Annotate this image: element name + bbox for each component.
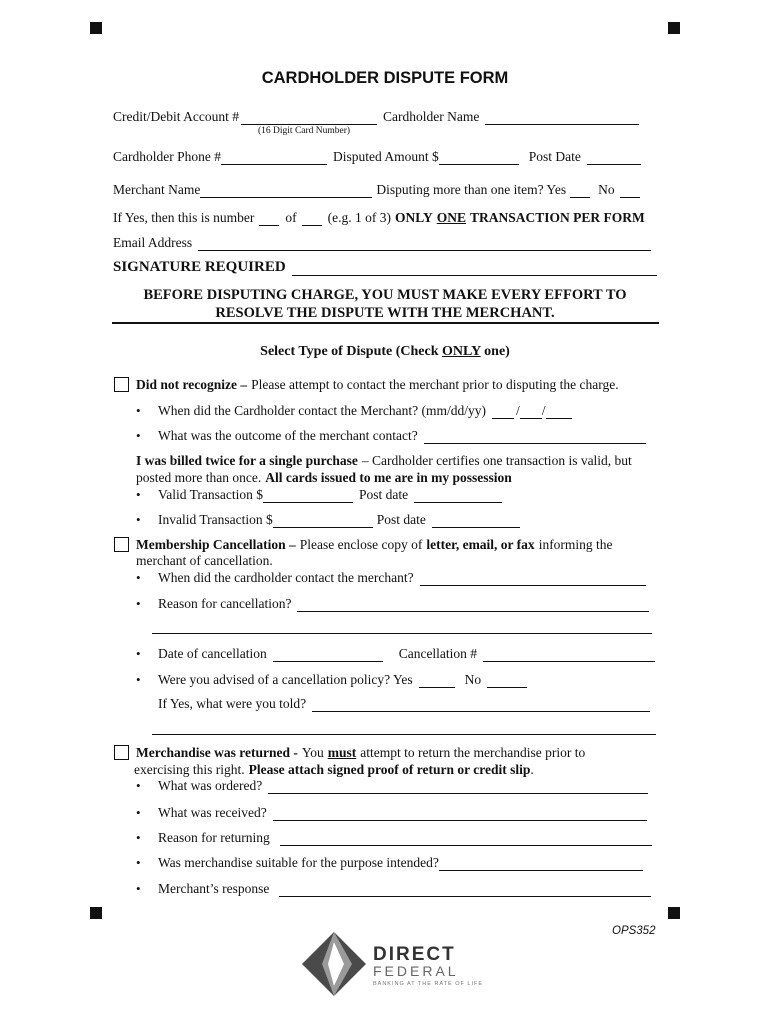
membership-text-1: Please enclose copy of [299, 537, 423, 552]
returned-text-2: exercising this right. [134, 762, 245, 777]
contact-outcome-question: What was the outcome of the merchant contact? [158, 428, 418, 443]
valid-transaction-amount-field[interactable] [263, 490, 353, 503]
disputed-amount-label: Disputed Amount $ [332, 149, 439, 164]
merchant-response-row [158, 881, 653, 897]
bullet-icon: • [136, 596, 141, 611]
return-reason-field[interactable] [280, 833, 652, 846]
contact-year-field[interactable] [546, 406, 572, 419]
phone-label: Cardholder Phone # [113, 149, 221, 164]
cancellation-reason-extra-line[interactable] [152, 633, 652, 634]
account-label: Credit/Debit Account # [113, 109, 239, 124]
cancellation-date-field[interactable] [273, 649, 383, 662]
billed-twice-possession: All cards issued to me are in my possession [265, 470, 512, 485]
registration-mark-top-right [668, 22, 680, 34]
merchant-response-field[interactable] [279, 884, 651, 897]
cancellation-date-row [158, 646, 657, 662]
registration-mark-bottom-left [90, 907, 102, 919]
returned-proof: Please attach signed proof of return or credit slip [248, 762, 531, 777]
bullet-icon: • [136, 672, 141, 687]
invalid-transaction-row [158, 512, 522, 528]
multiple-items-label: Disputing more than one item? Yes [376, 182, 567, 197]
did-not-recognize-checkbox[interactable] [114, 377, 129, 392]
contact-outcome-field[interactable] [424, 431, 646, 444]
billed-twice-text-2: posted more than once. [136, 470, 262, 485]
suitable-question: Was merchandise suitable for the purpose intended? [158, 855, 439, 870]
logo-direct: DIRECT [373, 944, 456, 965]
bullet-icon: • [136, 805, 141, 820]
returned-text-1-end: attempt to return the merchandise prior to [360, 745, 586, 760]
phone-row [113, 149, 643, 165]
ordered-row [158, 778, 650, 794]
merchant-name-field[interactable] [200, 185, 372, 198]
contact-day-field[interactable] [520, 406, 542, 419]
membership-text-1-end: informing the [538, 537, 613, 552]
billed-twice-line-1 [136, 453, 632, 469]
logo-tagline: BANKING AT THE RATE OF LIFE [373, 981, 484, 987]
bullet-icon: • [136, 830, 141, 845]
membership-heading: Membership Cancellation – [136, 537, 296, 552]
logo-federal: FEDERAL [373, 963, 459, 979]
returned-text-1: You [301, 745, 324, 760]
item-number-example: (e.g. 1 of 3) [327, 210, 391, 225]
did-not-recognize-text: Please attempt to contact the merchant prior to disputing the charge. [251, 377, 619, 392]
returned-line-1 [136, 745, 585, 761]
bullet-icon: • [136, 646, 141, 661]
notice-line-2: RESOLVE THE DISPUTE WITH THE MERCHANT. [215, 305, 555, 321]
registration-mark-bottom-right [668, 907, 680, 919]
item-number-field[interactable] [259, 213, 279, 226]
policy-told-row [158, 696, 652, 712]
merchant-name-label: Merchant Name [113, 182, 201, 197]
multiple-items-no-field[interactable] [620, 185, 640, 198]
policy-told-extra-line[interactable] [152, 734, 656, 735]
cancellation-policy-row [158, 672, 529, 688]
received-question: What was received? [158, 805, 267, 820]
cancellation-date-label: Date of cancellation [158, 646, 267, 661]
returned-heading: Merchandise was returned - [136, 745, 298, 760]
item-total-field[interactable] [302, 213, 322, 226]
received-row [158, 805, 649, 821]
cancellation-policy-no-field[interactable] [487, 675, 527, 688]
invalid-post-date-field[interactable] [432, 515, 520, 528]
signature-row [113, 259, 659, 276]
policy-told-question: If Yes, what were you told? [158, 696, 307, 711]
select-type-only: ONLY [442, 344, 481, 359]
return-reason-question: Reason for returning [158, 830, 270, 845]
select-type-pre: Select Type of Dispute (Check [260, 344, 439, 359]
contact-month-field[interactable] [492, 406, 514, 419]
registration-mark-top-left [90, 22, 102, 34]
billed-twice-text-1: – Cardholder certifies one transaction is valid, but [361, 453, 632, 468]
valid-post-date-field[interactable] [414, 490, 502, 503]
membership-contact-question: When did the cardholder contact the merchant? [158, 570, 414, 585]
email-field[interactable] [198, 238, 651, 251]
signature-label: SIGNATURE REQUIRED [113, 259, 286, 275]
account-number-field[interactable] [241, 112, 377, 125]
one-label: ONE [436, 210, 467, 225]
membership-contact-field[interactable] [420, 573, 646, 586]
ordered-question: What was ordered? [158, 778, 263, 793]
post-date-field[interactable] [587, 152, 641, 165]
post-date-label: Post Date [528, 149, 581, 164]
returned-must: must [327, 745, 357, 760]
bullet-icon: • [136, 512, 141, 527]
section-divider [112, 322, 659, 324]
email-label: Email Address [113, 235, 193, 250]
disputed-amount-field[interactable] [439, 152, 519, 165]
select-type-heading [0, 344, 770, 360]
item-number-text: If Yes, then this is number [113, 210, 255, 225]
membership-line-2 [136, 553, 273, 569]
invalid-post-date-label: Post date [376, 512, 426, 527]
signature-field[interactable] [292, 263, 657, 276]
account-row [113, 109, 641, 125]
invalid-transaction-label: Invalid Transaction $ [158, 512, 273, 527]
policy-told-field[interactable] [312, 699, 650, 712]
merchant-row [113, 182, 642, 198]
received-field[interactable] [273, 808, 647, 821]
only-label: ONLY [394, 210, 433, 225]
cancellation-number-field[interactable] [483, 649, 655, 662]
membership-line-1 [136, 537, 613, 553]
cancellation-reason-row [158, 596, 651, 612]
did-not-recognize-row [136, 377, 619, 393]
valid-transaction-label: Valid Transaction $ [158, 487, 264, 502]
direct-federal-logo [300, 930, 490, 998]
return-reason-row [158, 830, 654, 846]
did-not-recognize-heading: Did not recognize – [136, 377, 248, 392]
account-hint: (16 Digit Card Number) [258, 126, 351, 136]
form-title: CARDHOLDER DISPUTE FORM [261, 69, 509, 87]
membership-contact-row [158, 570, 648, 586]
transaction-per-form-label: TRANSACTION PER FORM [470, 210, 645, 225]
suitable-field[interactable] [439, 858, 643, 871]
bullet-icon: • [136, 855, 141, 870]
valid-transaction-row [158, 487, 504, 503]
contact-date-question: When did the Cardholder contact the Merchant? (mm/dd/yy) [158, 403, 487, 418]
bullet-icon: • [136, 428, 141, 443]
ordered-field[interactable] [268, 781, 648, 794]
cancellation-reason-question: Reason for cancellation? [158, 596, 292, 611]
cancellation-number-label: Cancellation # [398, 646, 478, 661]
form-code: OPS352 [612, 925, 656, 937]
contact-date-row: When did the Cardholder contact the Merchant? (mm/dd/yy) / / [158, 403, 572, 419]
phone-field[interactable] [221, 152, 327, 165]
membership-letter-email-fax: letter, email, or fax [426, 537, 535, 552]
returned-line-2 [134, 762, 534, 778]
contact-outcome-row [158, 428, 648, 444]
item-number-row [113, 210, 645, 226]
multiple-items-yes-field[interactable] [570, 185, 590, 198]
cancellation-policy-no-label: No [464, 672, 482, 687]
cancellation-reason-field[interactable] [297, 599, 649, 612]
diamond-logo-icon [300, 930, 368, 998]
select-type-post: one) [484, 344, 510, 359]
multiple-items-no-label: No [598, 182, 615, 197]
merchandise-returned-checkbox[interactable] [114, 745, 129, 760]
cancellation-policy-question: Were you advised of a cancellation policy? Yes [158, 672, 413, 687]
merchant-response-question: Merchant’s response [158, 881, 270, 896]
cardholder-name-field[interactable] [485, 112, 639, 125]
bullet-icon: • [136, 403, 141, 418]
cardholder-name-label: Cardholder Name [382, 109, 480, 124]
bullet-icon: • [136, 487, 141, 502]
bullet-icon: • [136, 570, 141, 585]
bullet-icon: • [136, 778, 141, 793]
email-row [113, 235, 653, 251]
billed-twice-line-2 [136, 470, 512, 486]
bullet-icon: • [136, 881, 141, 896]
invalid-transaction-amount-field[interactable] [273, 515, 373, 528]
item-number-of: of [285, 210, 297, 225]
returned-text-2-end: . [530, 762, 534, 777]
membership-text-2: merchant of cancellation. [136, 553, 273, 568]
notice-line-1: BEFORE DISPUTING CHARGE, YOU MUST MAKE EVERY EFFORT TO [143, 287, 627, 303]
cancellation-policy-yes-field[interactable] [419, 675, 455, 688]
suitable-row [158, 855, 643, 871]
billed-twice-heading: I was billed twice for a single purchase [136, 453, 358, 468]
membership-cancellation-checkbox[interactable] [114, 537, 129, 552]
valid-post-date-label: Post date [359, 487, 409, 502]
